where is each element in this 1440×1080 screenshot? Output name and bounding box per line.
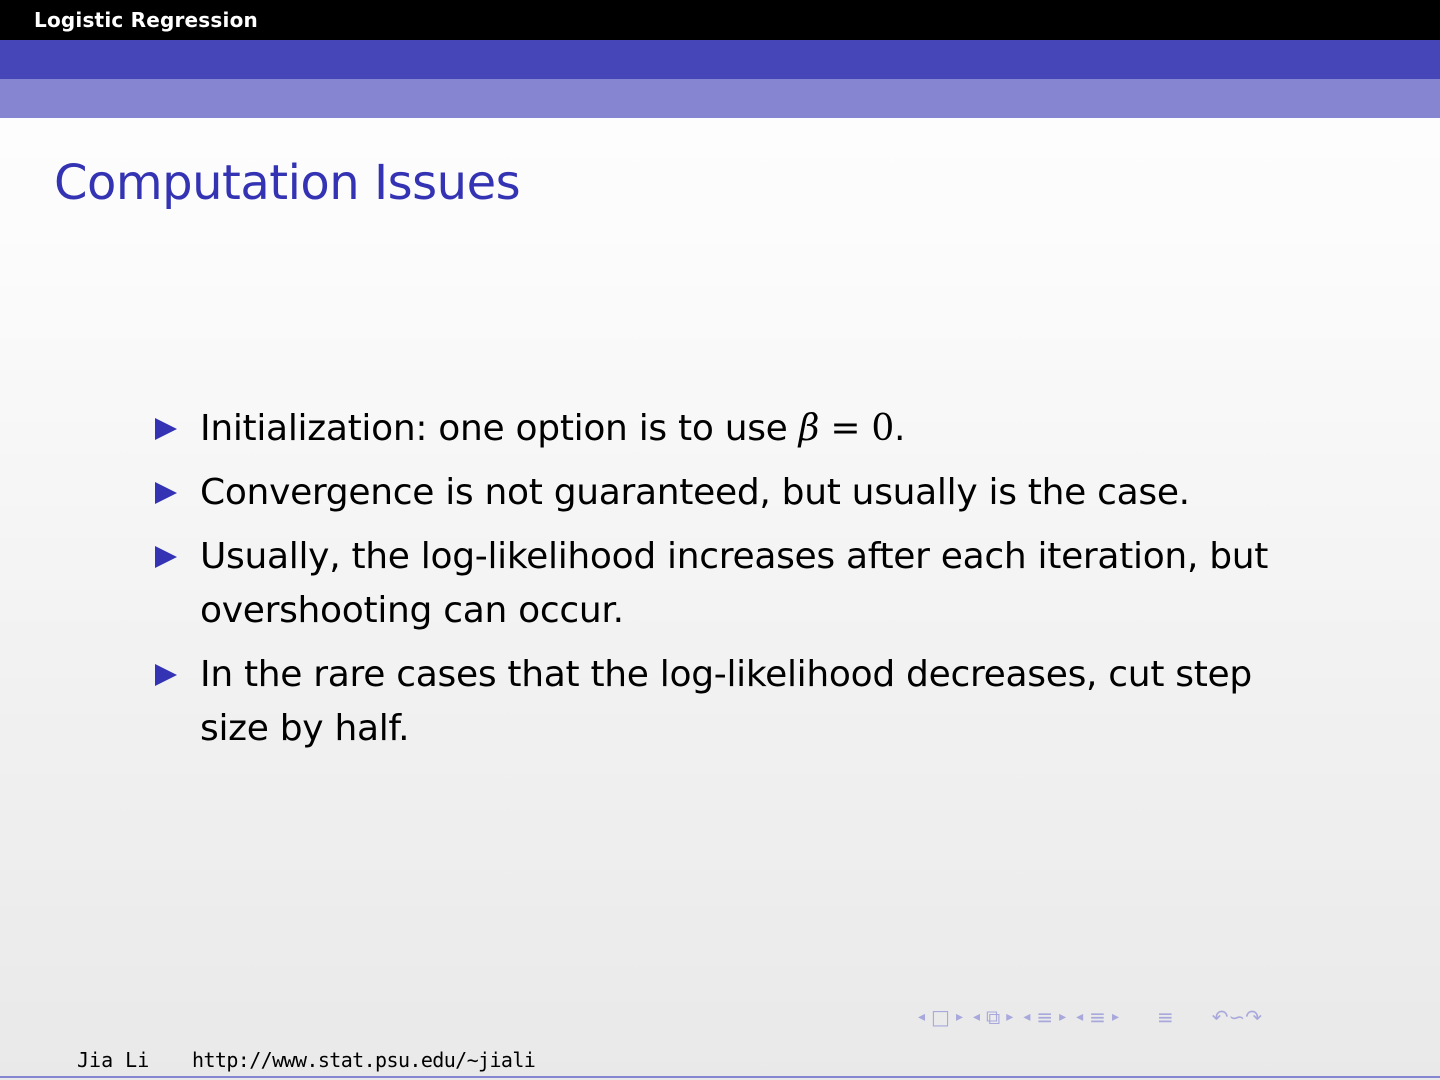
bullet-text-part: . (893, 408, 906, 449)
nav-right-arrow-icon[interactable]: ▸ (1059, 1009, 1067, 1025)
frame-icon[interactable]: □ (931, 1005, 950, 1029)
search-undo-redo-icon[interactable]: ↶∽↷ (1211, 1005, 1263, 1029)
math-equation: = 0 (819, 408, 894, 449)
triangle-bullet-icon (155, 482, 177, 504)
header-bar (0, 0, 1440, 40)
footer-divider (0, 1076, 1440, 1078)
footer-url[interactable]: http://www.stat.psu.edu/∼jiali (192, 1048, 536, 1072)
subsection-icon[interactable]: ⧉ (986, 1005, 1001, 1029)
bullet-item (150, 466, 1310, 520)
nav-right-arrow-icon[interactable]: ▸ (1006, 1009, 1014, 1025)
nav-frame-group (918, 1005, 963, 1029)
bullet-list (150, 402, 1310, 766)
bullet-text: Convergence is not guaranteed, but usually is the case. (200, 472, 1190, 513)
triangle-bullet-icon (155, 546, 177, 568)
nav-left-arrow-icon[interactable]: ◂ (972, 1009, 980, 1025)
section-icon[interactable]: ≡ (1036, 1005, 1054, 1029)
math-beta: β (798, 408, 820, 449)
beamer-navigation (918, 1001, 1262, 1033)
bullet-text-part: Initialization: one option is to use (200, 408, 799, 449)
section-title[interactable]: Logistic Regression (34, 8, 258, 32)
bullet-item (150, 530, 1310, 638)
nav-right-arrow-icon[interactable]: ▸ (955, 1009, 963, 1025)
header-band-dark (0, 40, 1440, 79)
triangle-bullet-icon (155, 664, 177, 686)
bullet-text: In the rare cases that the log-likelihood decreases, cut step size by half. (200, 654, 1252, 749)
bullet-item (150, 402, 1310, 456)
nav-left-arrow-icon[interactable]: ◂ (918, 1009, 926, 1025)
nav-left-arrow-icon[interactable]: ◂ (1076, 1009, 1084, 1025)
nav-section-group (1023, 1005, 1066, 1029)
subsection2-icon[interactable]: ≡ (1089, 1005, 1106, 1029)
footer-author: Jia Li (77, 1048, 150, 1072)
triangle-bullet-icon (155, 418, 177, 440)
nav-subsection2-group (1076, 1005, 1119, 1029)
nav-right-arrow-icon[interactable]: ▸ (1111, 1009, 1119, 1025)
align-icon[interactable]: ≡ (1156, 1005, 1174, 1029)
bullet-item (150, 648, 1310, 756)
bullet-text: Usually, the log-likelihood increases after each iteration, but overshooting can occur. (200, 536, 1269, 631)
nav-left-arrow-icon[interactable]: ◂ (1023, 1009, 1031, 1025)
bullet-text (200, 408, 905, 449)
header-band-light (0, 79, 1440, 118)
slide-title: Computation Issues (54, 155, 521, 211)
nav-subsection-group (973, 1005, 1013, 1029)
